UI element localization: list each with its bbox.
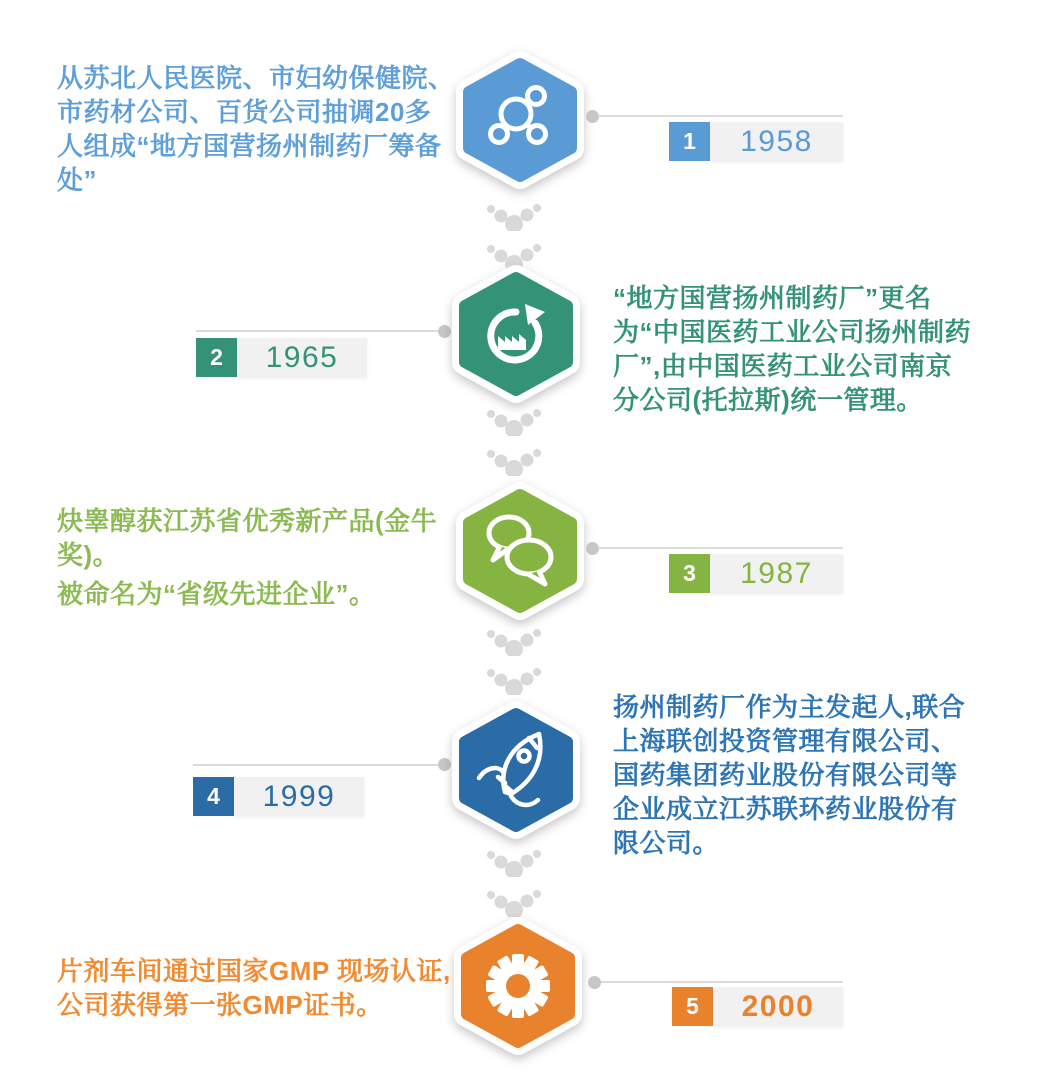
milestone-year: 1958: [710, 122, 843, 161]
chat-bubbles-icon: [445, 473, 595, 629]
milestone-year: 1965: [237, 338, 367, 377]
milestone-number-badge: 4: [193, 777, 234, 816]
milestone-number-badge: 3: [669, 554, 710, 593]
gear-icon: [443, 908, 593, 1064]
milestone-number-badge: 1: [669, 122, 710, 161]
milestone-description: 炔睾醇获江苏省优秀新产品(金牛奖)。: [57, 506, 438, 570]
milestone-description: 扬州制药厂作为主发起人,联合上海联创投资管理有限公司、国药集团药业股份有限公司等企业成立江苏联环药业股份有限公司。: [613, 692, 966, 858]
connector-dot: [586, 542, 599, 555]
chevron-dots-icon: [482, 628, 546, 656]
molecule-icon: [445, 42, 595, 198]
connector-line: [592, 115, 843, 117]
milestone-description: “地方国营扬州制药厂”更名为“中国医药工业公司扬州制药厂”,由中国医药工业公司南京分公司(托拉斯)统一管理。: [613, 283, 972, 415]
chevron-dots-icon: [482, 408, 546, 436]
milestone-year: 1999: [234, 777, 364, 816]
recycle-factory-icon: [441, 256, 591, 412]
connector-line: [594, 981, 843, 983]
milestone-description: 从苏北人民医院、市妇幼保健院、市药材公司、百货公司抽调20多人组成“地方国营扬州制药厂筹备处”: [57, 63, 455, 195]
chevron-dots-icon: [482, 448, 546, 476]
connector-line: [193, 764, 439, 766]
milestone-description-2: 被命名为“省级先进企业”。: [57, 579, 376, 609]
milestone-number-badge: 5: [672, 987, 713, 1026]
chevron-dots-icon: [482, 203, 546, 231]
chevron-dots-icon: [482, 849, 546, 877]
connector-dot: [586, 110, 599, 123]
connector-line: [196, 330, 439, 332]
connector-line: [592, 547, 843, 549]
rocket-icon: [441, 692, 591, 848]
milestone-year: 2000: [713, 987, 843, 1026]
milestone-year: 1987: [710, 554, 843, 593]
milestone-number-badge: 2: [196, 338, 237, 377]
milestone-description: 片剂车间通过国家GMP 现场认证,公司获得第一张GMP证书。: [57, 956, 451, 1020]
chevron-dots-icon: [482, 667, 546, 695]
connector-dot: [588, 976, 601, 989]
